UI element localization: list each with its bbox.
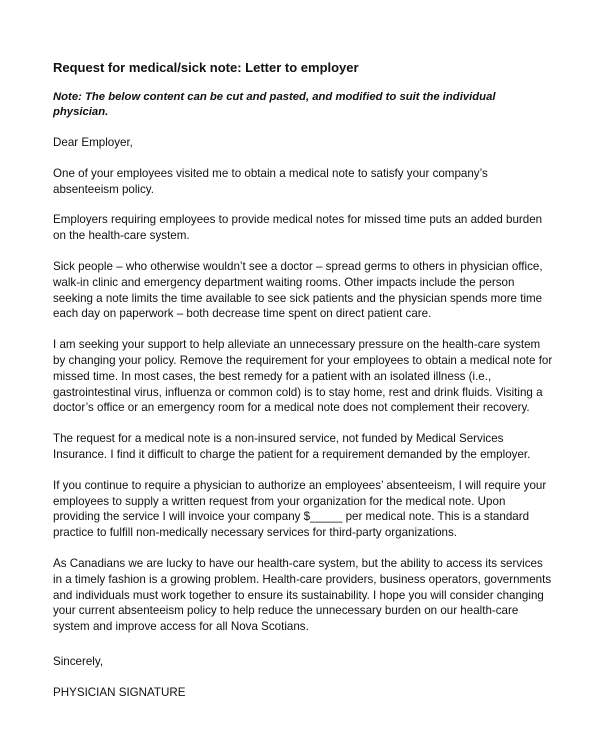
- letter-body: [53, 59, 553, 701]
- paragraph-added-burden: Employers requiring employees to provide medical notes for missed time puts an added burden on the health-care system.: [53, 213, 543, 243]
- paragraph-absenteeism-visit: One of your employees visited me to obtain a medical note to satisfy your company’s absenteeism policy.: [53, 166, 488, 196]
- paragraph-non-insured-service: The request for a medical note is a non-insured service, not funded by Medical Services Insurance. I find it difficult to charge the patient for a requirement demanded by the employer.: [53, 432, 531, 461]
- closing: Sincerely,: [53, 654, 104, 668]
- document-title: Request for medical/sick note: Letter to employer: [53, 60, 359, 75]
- salutation: Dear Employer,: [53, 136, 133, 149]
- physician-signature: PHYSICIAN SIGNATURE: [53, 685, 186, 699]
- paragraph-request-policy-change: I am seeking your support to help alleviate an unnecessary pressure on the health-care system by changing your policy. Remove the requirement for your employees to obtain a medical note for missed time. In most cases, the best remedy for a patient with an isolated illness (i.e., gastrointestinal virus, influenza or common cold) is to stay home, rest and drink fluids. Visiting a doctor’s office or an emergency room for a medical note does not complement their recovery.: [53, 338, 553, 415]
- paragraph-health-care-access: As Canadians we are lucky to have our health-care system, but the ability to access its services in a timely fashion is a growing problem. Health-care providers, business operators, governments and individuals must work together to ensure its sustainability. I hope you will consider changing your current absenteeism policy to help reduce the unnecessary burden on our health-care system and improve access for all Nova Scotians.: [53, 556, 552, 634]
- usage-note: Note: The below content can be cut and pasted, and modified to suit the individual physician.: [53, 91, 496, 118]
- paragraph-invoice-notice: If you continue to require a physician to authorize an employees’ absenteeism, I will require your employees to supply a written request from your organization for the medical note. Upon providing the service I will invoice your company $_____ per medical note. This is a standard practice to fulfill non-medically necessary services for third-party organizations.: [53, 478, 547, 540]
- paragraph-sick-people-impact: Sick people – who otherwise wouldn’t see a doctor – spread germs to others in physician office, walk-in clinic and emergency department waiting rooms. Other impacts include the person seeking a note limits the time available to see sick patients and the physician spends more time each day on paperwork – both decrease time spent on direct patient care.: [53, 259, 543, 321]
